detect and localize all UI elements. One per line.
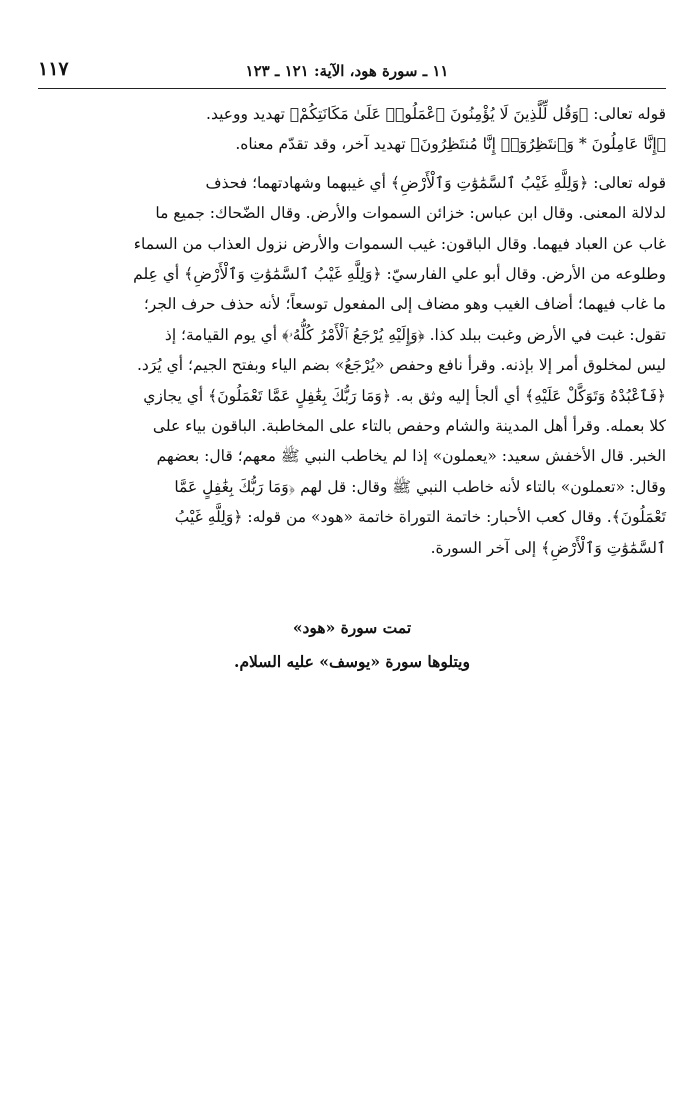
surah-closing <box>38 611 666 679</box>
text-line: ليس لمخلوق أمر إلا بإذنه. وقرأ نافع وحفص «يُرْجَعُ» بضم الياء وبفتح الجيم؛ أي يُرَد. <box>137 356 666 375</box>
page-body <box>38 99 666 679</box>
book-page <box>38 48 666 679</box>
text-line: ٱلسَّمَٰوَٰتِ وَٱلْأَرْضِ﴾ إلى آخر السورة. <box>430 538 666 557</box>
text-line: وطلوعه من الأرض. وقال أبو علي الفارسيّ: ﴿وَلِلَّهِ غَيْبُ ٱلسَّمَٰوَٰتِ وَٱلْأَرْضِ﴾ أي عِلم <box>133 265 666 284</box>
text-line: قوله تعالى: ﴿وَقُل لِّلَّذِينَ لَا يُؤْمِنُونَ ٱعْمَلُوا۟ عَلَىٰ مَكَانَتِكُمْ﴾ تهديد ووعيد. <box>206 105 666 123</box>
paragraph-1 <box>38 99 666 160</box>
closing-line-2: ويتلوها سورة «يوسف» عليه السلام. <box>234 652 470 672</box>
paragraph-2 <box>38 168 666 563</box>
closing-line-1: تمت سورة «هود» <box>292 618 412 638</box>
text-line: الخبر. قال الأخفش سعيد: «يعملون» إذا لم يخاطب النبي ﷺ معهم؛ قال: بعضهم <box>156 447 666 466</box>
page-number: ١١٧ <box>38 58 69 80</box>
running-title: ١١ ـ سورة هود، الآية: ١٢١ ـ ١٢٣ <box>245 62 449 80</box>
text-line: لدلالة المعنى. وقال ابن عباس: خزائن السموات والأرض. وقال الضّحاك: جميع ما <box>155 204 666 223</box>
text-line: ﴿فَٱعْبُدْهُ وَتَوَكَّلْ عَلَيْهِ﴾ أي ألجأ إليه وثق به. ﴿وَمَا رَبُّكَ بِغَٰفِلٍ عَمَّا تَعْمَلُونَ﴾ أي يجازي <box>143 386 666 405</box>
text-line: قوله تعالى: ﴿وَلِلَّهِ غَيْبُ ٱلسَّمَٰوَٰتِ وَٱلْأَرْضِ﴾ أي غيبهما وشهادتهما؛ فحذف <box>205 173 666 192</box>
text-line: غاب عن العباد فيهما. وقال الباقون: غيب السموات والأرض نزول العذاب من السماء <box>133 234 666 253</box>
page-header <box>38 48 666 89</box>
text-line: كلا بعمله. وقرأ أهل المدينة والشام وحفص بالتاء على المخاطبة. الباقون بياء على <box>152 417 666 436</box>
text-line: ما غاب فيهما؛ أضاف الغيب وهو مضاف إلى المفعول توسعاً؛ لأنه حذف حرف الجر؛ <box>143 295 666 314</box>
text-line: تَعْمَلُونَ﴾. وقال كعب الأحبار: خاتمة التوراة خاتمة «هود» من قوله: ﴿وَلِلَّهِ غَيْبُ <box>174 508 666 527</box>
text-line: وقال: «تعملون» بالتاء لأنه خاطب النبي ﷺ وقال: قل لهم ﴿وَمَا رَبُّكَ بِغَٰفِلٍ عَمَّا <box>174 477 666 496</box>
text-line: تقول: غبت في الأرض وغبت ببلد كذا. ﴿وَإِلَيْهِ يُرْجَعُ ٱلْأَمْرُ كُلُّهُۥ﴾ أي يوم القيامة؛ إذ <box>164 325 666 344</box>
text-line: ﴿إِنَّا عَامِلُونَ * وَٱنتَظِرُوٓا۟ إِنَّا مُنتَظِرُونَ﴾ تهديد آخر، وقد تقدّم معناه. <box>235 135 666 154</box>
